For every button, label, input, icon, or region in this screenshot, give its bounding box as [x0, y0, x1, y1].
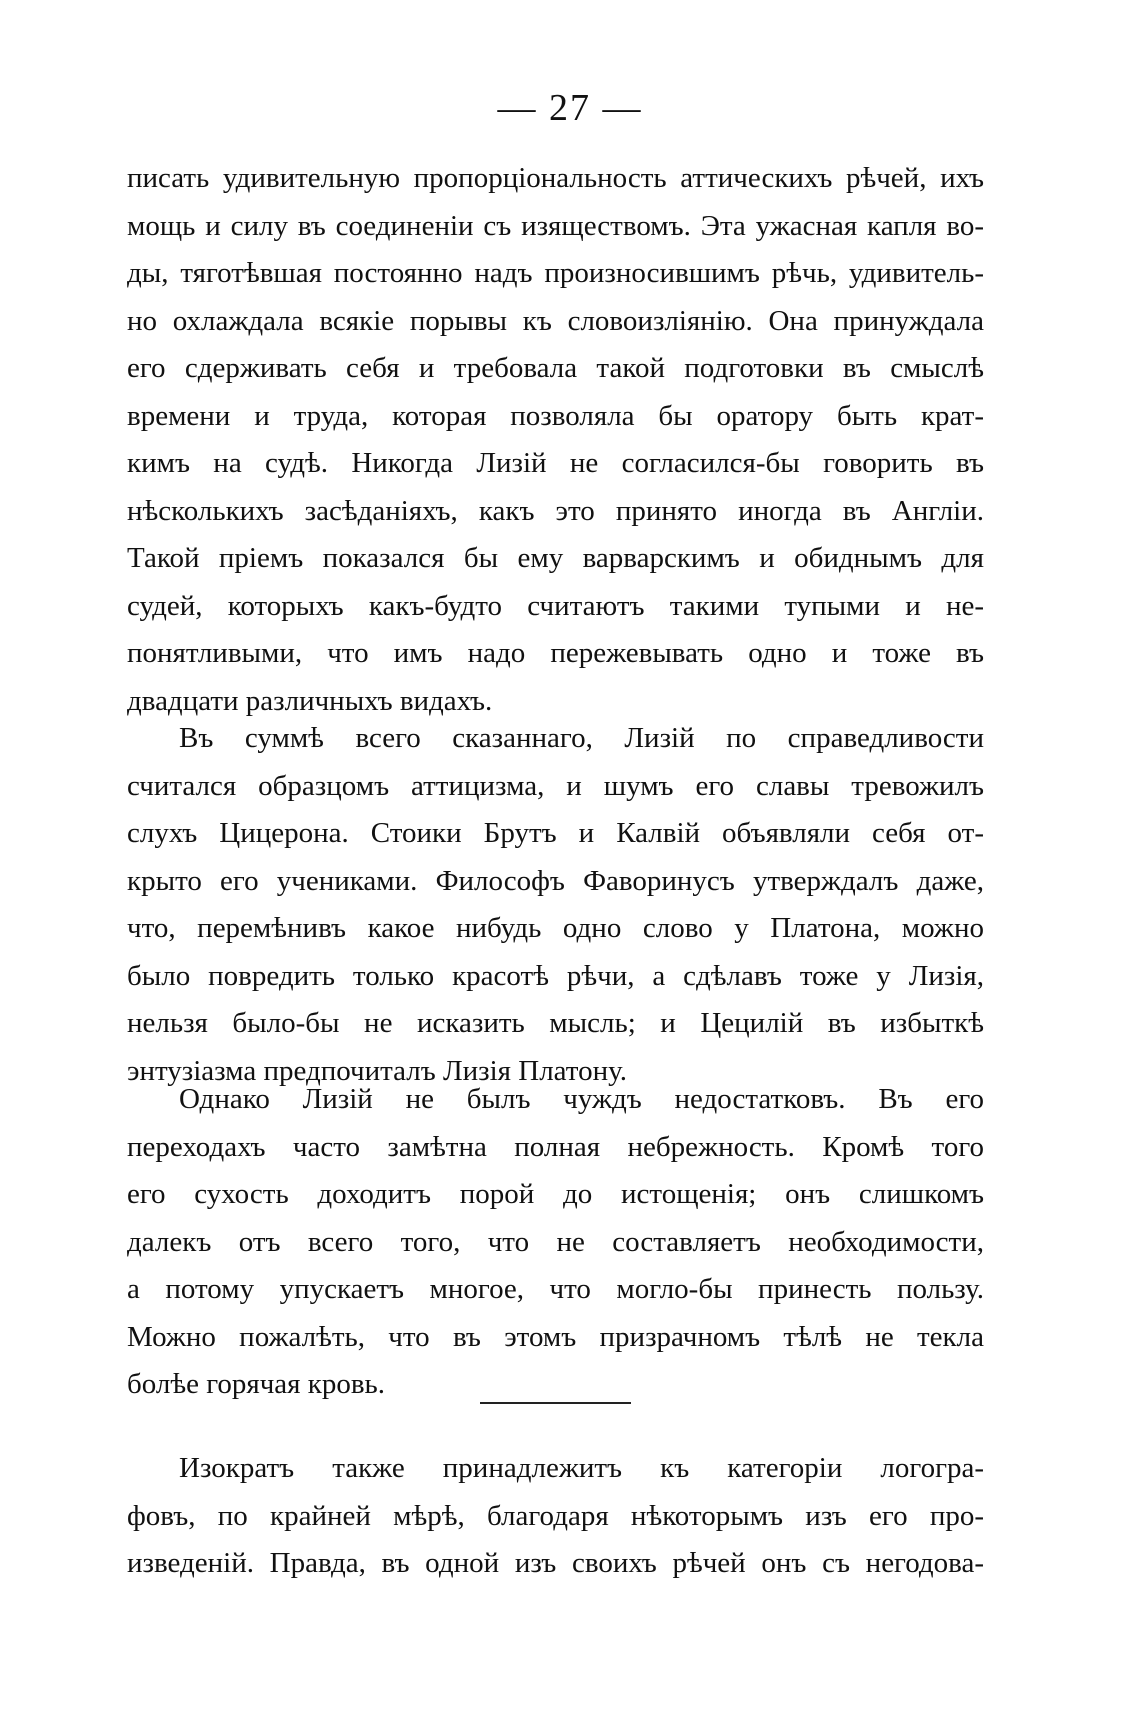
text-line: переходахъ часто замѣтна полная небрежность. Кромѣ того — [127, 1130, 984, 1163]
text-line: писать удивительную пропорціональность аттическихъ рѣчей, ихъ — [127, 162, 984, 194]
text-line: изведеній. Правда, въ одной изъ своихъ рѣчей онъ съ негодова- — [127, 1547, 984, 1579]
text-line: понятливыми, что имъ надо пережевывать одно и тоже въ — [127, 637, 984, 669]
page-number: — 27 — — [497, 87, 643, 129]
text-line: нельзя было-бы не исказить мысль; и Цецилій въ избыткѣ — [127, 1007, 984, 1039]
text-line: Въ суммѣ всего сказаннаго, Лизій по справедливости — [179, 722, 984, 754]
text-line: болѣе горячая кровь. — [127, 1368, 386, 1400]
text-line: Изократъ также принадлежитъ къ категоріи логогра- — [179, 1452, 984, 1484]
text-line: мощь и силу въ соединеніи съ изяществомъ. Эта ужасная капля во- — [127, 209, 984, 242]
text-line: кимъ на судѣ. Никогда Лизій не согласился-бы говорить въ — [127, 447, 984, 479]
text-line: судей, которыхъ какъ-будто считаютъ такими тупыми и не- — [127, 589, 984, 622]
text-line: крыто его учениками. Философъ Фаворинусъ утверждалъ даже, — [127, 864, 984, 897]
text-line: фовъ, по крайней мѣрѣ, благодаря нѣкоторымъ изъ его про- — [127, 1499, 984, 1532]
text-line: нѣсколькихъ засѣданіяхъ, какъ это принято иногда въ Англіи. — [127, 494, 984, 527]
text-line: а потому упускаетъ многое, что могло-бы принесть пользу. — [127, 1273, 984, 1305]
text-line: Однако Лизій не былъ чуждъ недостатковъ. Въ его — [179, 1083, 984, 1115]
text-line: энтузіазма предпочиталъ Лизія Платону. — [127, 1054, 627, 1087]
text-line: времени и труда, которая позволяла бы оратору быть крат- — [127, 399, 984, 432]
text-line: ды, тяготѣвшая постоянно надъ произносившимъ рѣчь, удивитель- — [127, 257, 984, 289]
paragraph-2 — [127, 715, 984, 1095]
paragraph-3 — [127, 1076, 984, 1409]
text-line: двадцати различныхъ видахъ. — [127, 684, 493, 717]
paragraph-1 — [127, 155, 984, 725]
text-line: было повредить только красотѣ рѣчи, а сдѣлавъ тоже у Лизія, — [127, 959, 984, 992]
paragraph-4 — [127, 1445, 984, 1588]
text-line: Можно пожалѣть, что въ этомъ призрачномъ тѣлѣ не текла — [127, 1320, 984, 1353]
text-line: считался образцомъ аттицизма, и шумъ его славы тревожилъ — [127, 769, 984, 802]
text-line: слухъ Цицерона. Стоики Брутъ и Калвій объявляли себя от- — [127, 817, 984, 849]
text-line: но охлаждала всякіе порывы къ словоизліянію. Она принуждала — [127, 304, 984, 337]
text-line: его сдерживать себя и требовала такой подготовки въ смыслѣ — [127, 352, 984, 384]
section-divider — [480, 1402, 631, 1404]
text-line: Такой пріемъ показался бы ему варварскимъ и обиднымъ для — [127, 542, 984, 574]
text-line: его сухость доходитъ порой до истощенія; онъ слишкомъ — [127, 1178, 984, 1210]
text-line: далекъ отъ всего того, что не составляетъ необходимости, — [127, 1225, 984, 1258]
text-line: что, перемѣнивъ какое нибудь одно слово у Платона, можно — [127, 912, 984, 944]
